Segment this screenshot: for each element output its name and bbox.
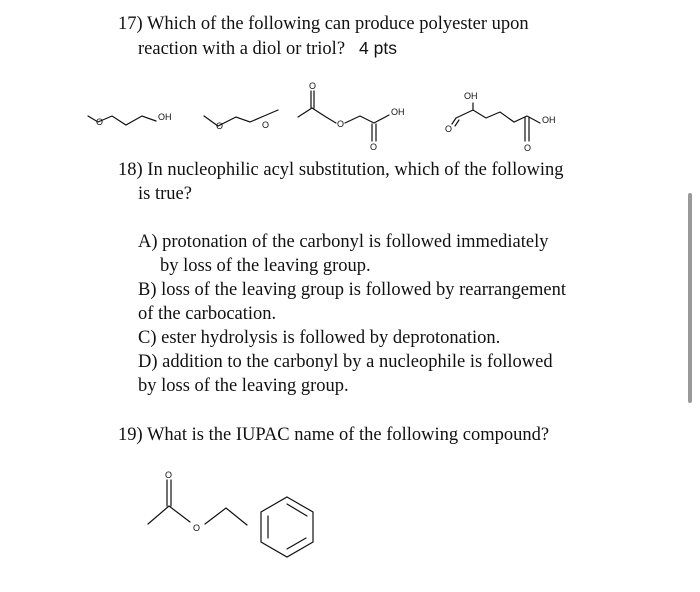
s4-label-o-left: O	[445, 124, 453, 134]
q19-line1: 19) What is the IUPAC name of the following compound?	[118, 425, 550, 445]
q18-option-b-line2: of the carbocation.	[138, 304, 277, 324]
q19-label-o-ester: O	[193, 523, 201, 533]
q18-line2: is true?	[138, 184, 192, 204]
structure-hydroxy-aldehyde-acid	[452, 103, 540, 141]
s1-label-oh: OH	[158, 112, 172, 122]
scrollbar-thumb[interactable]	[688, 193, 692, 403]
q18-option-a-line2: by loss of the leaving group.	[160, 256, 371, 276]
s2-label-o2: O	[262, 120, 270, 130]
s4-label-o-bottom: O	[524, 143, 532, 153]
q17-prompt: reaction with a diol or triol?	[138, 39, 346, 59]
q17-points: 4 pts	[359, 38, 397, 58]
structure-benzyl-acetate	[148, 480, 313, 557]
s4-label-oh-right: OH	[542, 115, 556, 125]
s1-label-o: O	[96, 117, 104, 127]
s3-label-oh: OH	[391, 107, 405, 117]
s3-label-o-top: O	[309, 81, 317, 91]
q18-option-d-line2: by loss of the leaving group.	[138, 376, 349, 396]
s4-label-oh-top: OH	[464, 91, 478, 101]
structure-ester-acid	[298, 91, 389, 141]
q18-line1: 18) In nucleophilic acyl substitution, which of the following	[118, 160, 564, 180]
q18-option-c-line1: C) ester hydrolysis is followed by deprotonation.	[138, 328, 501, 348]
q17-line1: 17) Which of the following can produce polyester upon	[118, 14, 529, 34]
s3-label-o-ring: O	[337, 119, 345, 129]
q18-option-b-line1: B) loss of the leaving group is followed by rearrangement	[138, 280, 566, 300]
q19-label-o-carbonyl: O	[165, 470, 173, 480]
q18-option-d-line1: D) addition to the carbonyl by a nucleophile is followed	[138, 352, 553, 372]
s2-label-o1: O	[216, 121, 224, 131]
q18-option-a-line1: A) protonation of the carbonyl is followed immediately	[138, 232, 549, 252]
s3-label-o-bottom: O	[370, 142, 378, 152]
